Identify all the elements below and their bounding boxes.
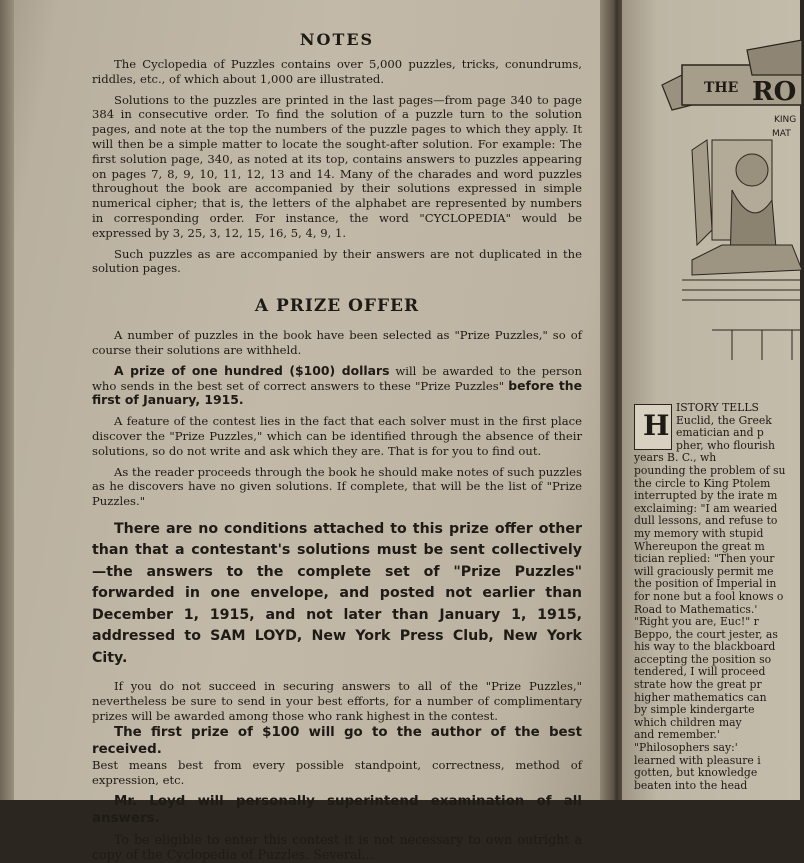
banner-mat: MAT <box>772 129 791 139</box>
prize-paragraph-4: As the reader proceeds through the book he should make notes of such puzzles as he discovers have no given solutions. If complete, that will be the list of "Prize Puzzles." <box>92 464 582 509</box>
right-line-3: ematician and p <box>676 426 764 440</box>
notes-heading: NOTES <box>299 30 375 49</box>
right-line-7: the circle to King Ptolem <box>634 476 771 490</box>
right-line-4: pher, who flourish <box>676 438 775 452</box>
right-line-24: higher mathematics can <box>634 690 767 704</box>
prize-paragraph-1: A number of puzzles in the book have been selected as "Prize Puzzles," so of course their solutions are withheld. <box>92 328 582 357</box>
banner-illustration <box>662 40 802 139</box>
right-line-20: his way to the blackboard <box>634 640 776 654</box>
right-line-8: interrupted by the irate m <box>634 489 778 503</box>
prize-paragraph-10: To be eligible to enter this contest it is not necessary to own outright a copy of the Cyclopedia of Puzzles. Several... <box>92 832 582 863</box>
prize-paragraph-8: Best means best from every possible standpoint, correctness, method of expression, etc. <box>92 757 582 787</box>
examination-line: Mr. Loyd will personally superintend examination of all answers. <box>92 794 582 827</box>
prize-deadline: before the first of January, 1915. <box>92 377 582 408</box>
right-line-5: years B. C., wh <box>634 451 717 465</box>
right-line-23: strate how the great pr <box>634 678 762 692</box>
throne-figure <box>682 140 802 360</box>
drop-cap-letter: H <box>643 409 670 442</box>
right-line-12: Whereupon the great m <box>634 539 765 553</box>
drop-cap <box>634 404 672 450</box>
prize-paragraph-3: A feature of the contest lies in the fact that each solver must in the first place discover the "Prize Puzzles," which can be identified through the absence of their solutions, so do not write and ask which they are. That is for you to find out. <box>92 414 582 458</box>
page-edge <box>0 0 14 800</box>
right-line-31: beaten into the head <box>634 778 748 792</box>
prize-paragraph-2 <box>92 364 582 408</box>
right-line-22: tendered, I will proceed <box>634 665 766 679</box>
notes-paragraph-3: Such puzzles as are accompanied by their answers are not duplicated in the solution pages. <box>92 246 582 276</box>
right-line-27: and remember.' <box>634 728 720 742</box>
right-line-19: Beppo, the court jester, as <box>634 627 778 641</box>
right-page <box>622 0 800 800</box>
prize-amount: A prize of one hundred ($100) dollars <box>114 362 390 378</box>
right-line-21: accepting the position so <box>634 652 772 666</box>
banner-the: THE <box>704 80 739 96</box>
right-line-18: "Right you are, Euc!" r <box>634 615 759 629</box>
right-line-11: my memory with stupid <box>634 526 764 540</box>
right-line-26: which children may <box>634 715 742 729</box>
right-line-29: learned with pleasure i <box>634 753 761 767</box>
king-illustration <box>652 30 802 370</box>
right-line-16: for none but a fool knows o <box>634 589 784 603</box>
right-line-15: the position of Imperial in <box>634 577 777 591</box>
right-line-25: by simple kindergarte <box>634 703 755 717</box>
right-line-30: gotten, but knowledge <box>634 766 758 780</box>
banner-king: KING <box>774 115 797 125</box>
text-column <box>92 30 582 863</box>
right-line-2: Euclid, the Greek <box>676 413 772 427</box>
notes-paragraph-2: Solutions to the puzzles are printed in the last pages—from page 340 to page 384 in consecutive order. To find the solution of a puzzle turn to the solution pages, and note at the top the numbers of the puzzle pages to which they apply. It will then be a simple matter to locate the sought-after solution. For example: The first solution page, 340, as noted at its top, contains answers to puzzles appearing on pages 7, 8, 9, 10, 11, 12, 13 and 14. Many of the charades and word puzzles throughout the book are accompanied by their solutions expressed in simple numerical cipher; that is, the letters of the alphabet are represented by numbers in corresponding order. For instance, the word "CYCLOPEDIA" would be expressed by 3, 25, 3, 12, 15, 16, 5, 4, 9, 1. <box>92 92 582 240</box>
right-line-28: "Philosophers say:' <box>634 741 738 755</box>
first-prize-line: The first prize of $100 will go to the author of the best received. <box>92 724 582 757</box>
right-column <box>634 402 804 792</box>
right-line-13: tician replied: "Then your <box>634 552 775 566</box>
right-line-9: exclaiming: "I am wearied <box>634 501 778 515</box>
right-line-14: will graciously permit me <box>634 564 774 578</box>
right-line-10: dull lessons, and refuse to <box>634 514 778 528</box>
right-line-17: Road to Mathematics.' <box>634 602 758 616</box>
notes-paragraph-1: The Cyclopedia of Puzzles contains over 5,000 puzzles, tricks, conundrums, riddles, etc., of which about 1,000 are illustrated. <box>92 57 582 86</box>
prize-offer-heading: A PRIZE OFFER <box>254 296 420 317</box>
right-line-6: pounding the problem of su <box>634 463 786 477</box>
banner-ro: RO <box>752 77 797 107</box>
prize-paragraph-2-text: will be awarded to the person who sends in the best set of correct answers to these "Prize Puzzles" <box>92 363 582 393</box>
prize-conditions: There are no conditions attached to this prize offer other than that a contestant's solutions must be sent collectively—the answers to the complete set of "Prize Puzzles" forwarded in one envelope, and posted not earlier than December 1, 1915, and not later than January 1, 1915, addressed to SAM LOYD, New York Press Club, New York City. <box>92 520 582 666</box>
right-line-1: ISTORY TELLS <box>676 401 759 414</box>
prize-paragraph-6: If you do not succeed in securing answers to all of the "Prize Puzzles," nevertheless be sure to send in your best efforts, for a number of complimentary prizes will be awarded among those who rank highest in the contest. <box>92 679 582 724</box>
